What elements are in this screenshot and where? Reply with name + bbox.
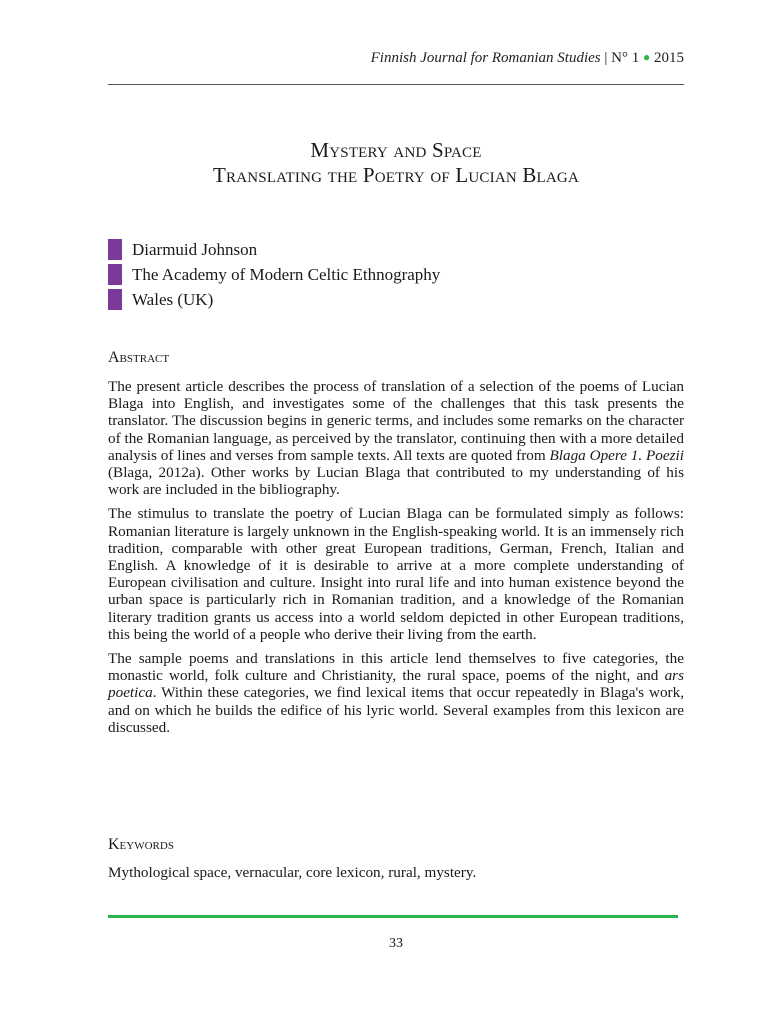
author-block xyxy=(108,237,440,312)
author-marker xyxy=(108,239,122,260)
author-marker xyxy=(108,289,122,310)
abstract-heading: Abstract xyxy=(108,349,170,366)
abstract-p3-text-a: The sample poems and translations in this article lend themselves to five categories, the monastic world, folk culture and Christianity, the rural space, poems of the night, and xyxy=(108,650,684,685)
abstract-paragraph-3 xyxy=(108,650,684,736)
page-number: 33 xyxy=(389,936,403,951)
abstract-p1-text-a: The present article describes the process of translation of a selection of the poems of Lucian Blaga into English, and investigates some of the challenges that this task presents the translator. The discussion begins in generic terms, and includes some remarks on the character of the Romanian language, as perceived by the translator, continuing then with a more detailed analysis of lines and verses from sample texts. All texts are quoted from xyxy=(108,378,684,464)
author-location: Wales (UK) xyxy=(132,289,214,309)
header-rule xyxy=(108,84,684,85)
article-title xyxy=(108,138,684,188)
keywords-list: Mythological space, vernacular, core lexicon, rural, mystery. xyxy=(108,864,477,881)
title-line-2: Translating the Poetry of Lucian Blaga xyxy=(212,163,580,187)
abstract-p1-text-b: (Blaga, 2012a). Other works by Lucian Blaga that contributed to my understanding of his work are included in the bibliography. xyxy=(108,464,684,499)
abstract-p3-text-b: . Within these categories, we find lexical items that occur repeatedly in Blaga's work, and on which he builds the edifice of his lyric world. Several examples from this lexicon are discussed. xyxy=(108,684,684,736)
abstract-paragraph-2: The stimulus to translate the poetry of Lucian Blaga can be formulated simply as follows: Romanian literature is largely unknown in the English-speaking world. It is an immensely rich tradition, comparable with other great European traditions, German, French, Italian and English. A knowledge of it is desirable to arrive at a more complete understanding of European civilisation and culture. Insight into rural life and into human existence beyond the urban space is particularly rich in Romanian tradition, and a knowledge of the Romanian literary tradition grants us access into a world seldom depicted in other European traditions, this being the world of a people who derive their living from the earth. xyxy=(108,505,684,643)
author-marker xyxy=(108,264,122,285)
author-location-line xyxy=(108,287,440,312)
header-separator: | xyxy=(604,50,608,66)
abstract-p3-italic-term: ars poetica xyxy=(108,667,684,702)
author-affiliation-line xyxy=(108,262,440,287)
abstract-body xyxy=(108,378,684,743)
keywords-heading: Keywords xyxy=(108,836,174,853)
footer-rule xyxy=(108,915,678,918)
author-affiliation: The Academy of Modern Celtic Ethnography xyxy=(132,264,441,284)
journal-name: Finnish Journal for Romanian Studies xyxy=(370,50,601,66)
author-name-line xyxy=(108,237,440,262)
issue-number: N° 1 xyxy=(611,50,640,66)
abstract-p1-italic-title: Blaga Opere 1. Poezii xyxy=(549,446,684,464)
year: 2015 xyxy=(654,50,684,66)
title-line-1: Mystery and Space xyxy=(310,138,482,162)
author-name: Diarmuid Johnson xyxy=(132,239,258,259)
running-header xyxy=(108,50,684,67)
bullet-icon: ● xyxy=(643,50,651,64)
abstract-paragraph-1 xyxy=(108,378,684,498)
